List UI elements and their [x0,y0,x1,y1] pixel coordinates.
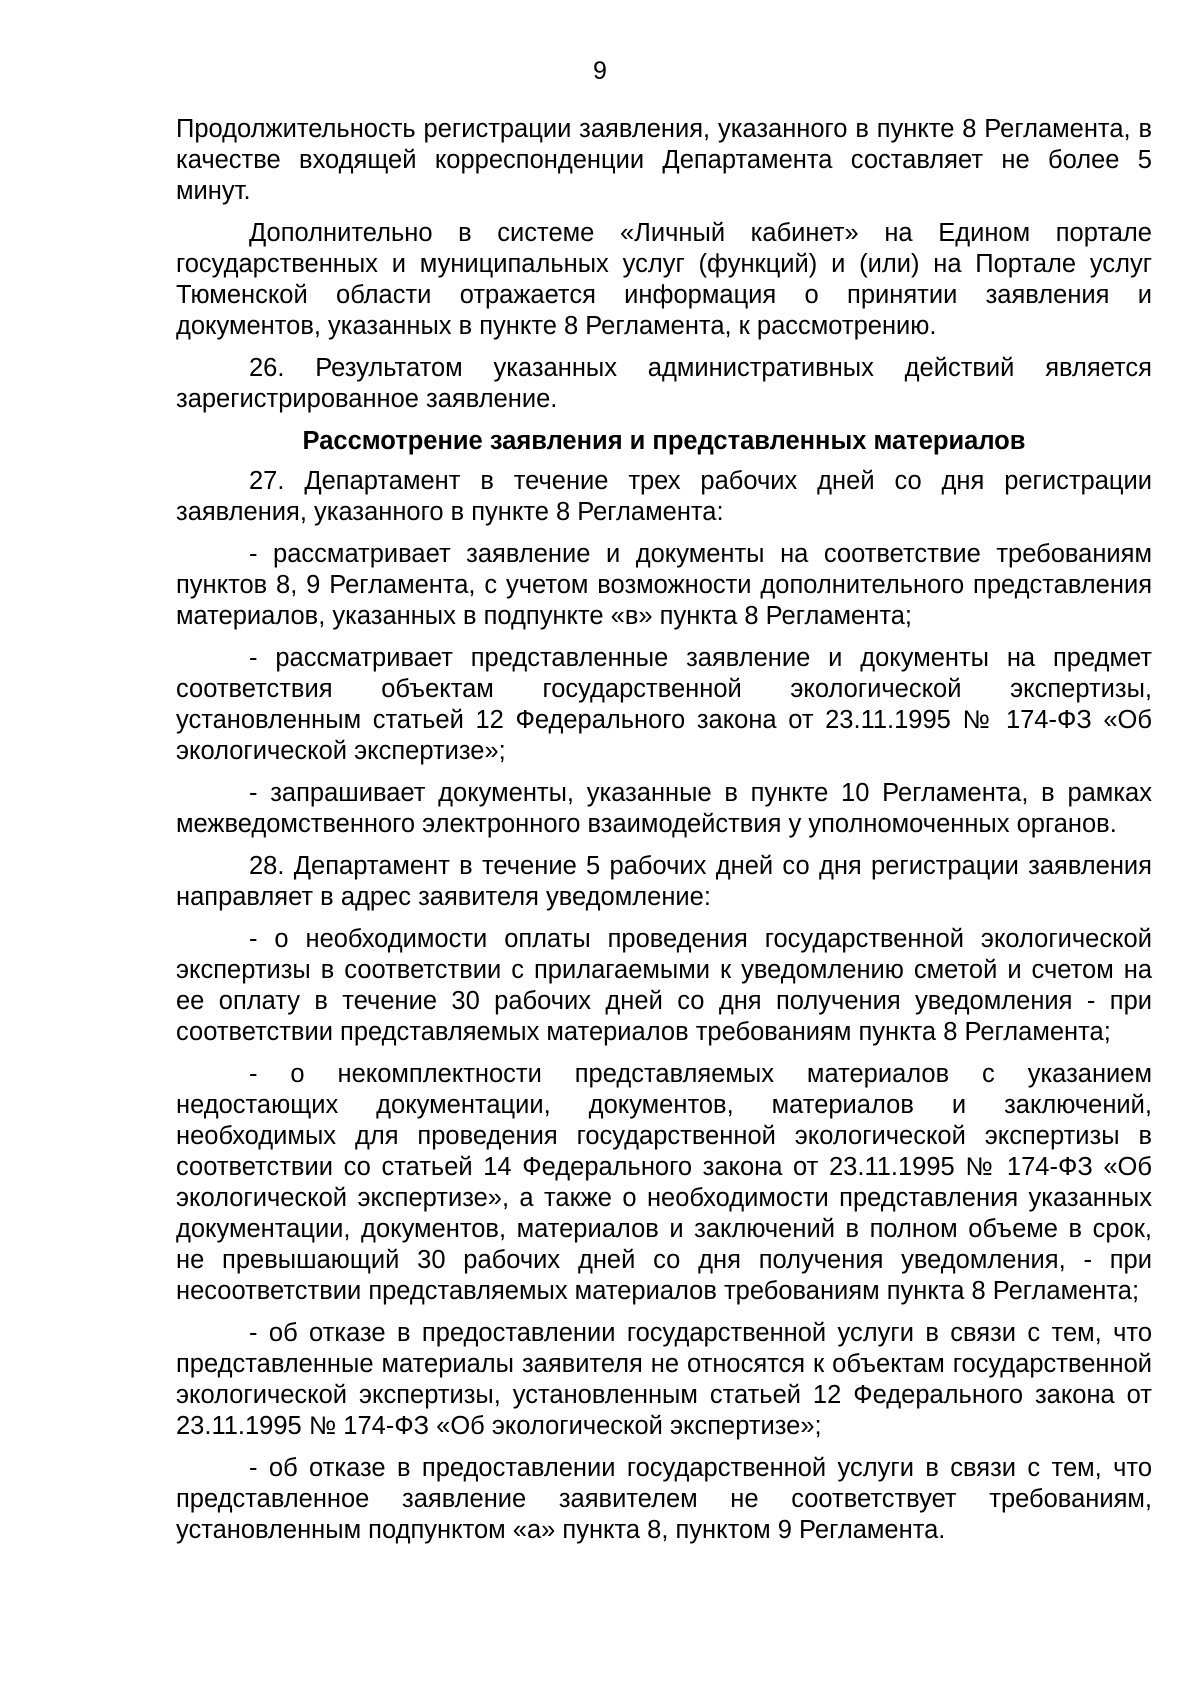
paragraph: Дополнительно в системе «Личный кабинет» на Едином портале государственных и муниципальных услуг (функций) и (или) на Портале услуг Тюменской области отражается информация о принятии заявления и документов, указанных в пункте 8 Регламента, к рассмотрению. [176,219,1152,340]
document-body [176,114,1152,1557]
list-item: - об отказе в предоставлении государственной услуги в связи с тем, что представленное заявление заявителем не соответствует требованиям, установленным подпунктом «а» пункта 8, пунктом 9 Регламента. [176,1454,1152,1544]
page-number: 9 [593,57,607,85]
paragraph: 28. Департамент в течение 5 рабочих дней со дня регистрации заявления направляет в адрес заявителя уведомление: [176,852,1152,911]
list-item: - об отказе в предоставлении государственной услуги в связи с тем, что представленные материалы заявителя не относятся к объектам государственной экологической экспертизы, установленным статьей 12 Федерального закона от 23.11.1995 № 174-ФЗ «Об экологической экспертизе»; [176,1319,1152,1440]
paragraph: 27. Департамент в течение трех рабочих дней со дня регистрации заявления, указанного в пункте 8 Регламента: [176,467,1152,526]
paragraph: Продолжительность регистрации заявления, указанного в пункте 8 Регламента, в качестве входящей корреспонденции Департамента составляет не более 5 минут. [176,115,1152,205]
list-item: - рассматривает представленные заявление и документы на предмет соответствия объектам государственной экологической экспертизы, установленным статьей 12 Федерального закона от 23.11.1995 № 174-ФЗ «Об экологической экспертизе»; [176,644,1152,765]
list-item: - рассматривает заявление и документы на соответствие требованиям пунктов 8, 9 Регламента, с учетом возможности дополнительного представления материалов, указанных в подпункте «в» пункта 8 Регламента; [176,540,1152,630]
list-item: - запрашивает документы, указанные в пункте 10 Регламента, в рамках межведомственного электронного взаимодействия у уполномоченных органов. [176,779,1152,838]
section-heading: Рассмотрение заявления и представленных материалов [302,427,1026,455]
list-item: - о некомплектности представляемых материалов с указанием недостающих документации, документов, материалов и заключений, необходимых для проведения государственной экологической экспертизы в соответствии со статьей 14 Федерального закона от 23.11.1995 № 174-ФЗ «Об экологической экспертизе», а также о необходимости представления указанных документации, документов, материалов и заключений в полном объеме в срок, не превышающий 30 рабочих дней со дня получения уведомления, - при несоответствии представляемых материалов требованиям пункта 8 Регламента; [176,1060,1152,1305]
list-item: - о необходимости оплаты проведения государственной экологической экспертизы в соответствии с прилагаемыми к уведомлению сметой и счетом на ее оплату в течение 30 рабочих дней со дня получения уведомления - при соответствии представляемых материалов требованиям пункта 8 Регламента; [176,925,1152,1046]
paragraph: 26. Результатом указанных административных действий является зарегистрированное заявление. [176,354,1152,413]
